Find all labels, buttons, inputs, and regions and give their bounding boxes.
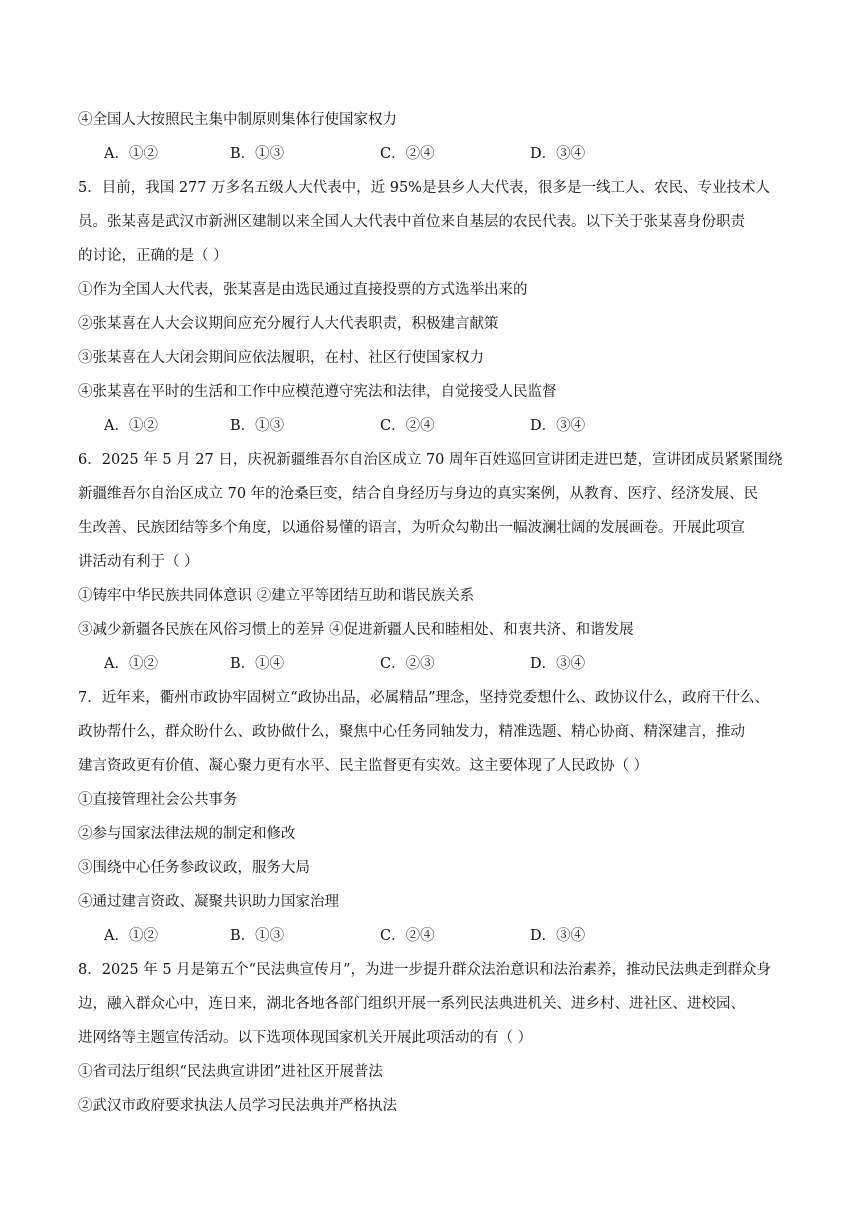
q6-option-d[interactable]: D．③④ xyxy=(530,656,586,672)
q6-stem-line-3: 生改善、民族团结等多个角度，以通俗易懂的语言，为听众勾勒出一幅波澜壮阔的发展画卷。开展此项宣 xyxy=(78,520,745,536)
q4-option-d[interactable]: D．③④ xyxy=(530,146,586,162)
q7-statement-2: ②参与国家法律法规的制定和修改 xyxy=(78,826,296,842)
q6-option-a[interactable]: A．①② xyxy=(104,656,158,672)
q6-stem-line-2: 新疆维吾尔自治区成立 70 年的沧桑巨变，结合自身经历与身边的真实案例，从教育、医疗、经济发展、民 xyxy=(78,486,759,502)
q5-statement-3: ③张某喜在人大闭会期间应依法履职，在村、社区行使国家权力 xyxy=(78,350,484,366)
q7-stem-line-3: 建言资政更有价值、凝心聚力更有水平、民主监督更有实效。这主要体现了人民政协（ ） xyxy=(78,758,649,774)
q5-option-c[interactable]: C．②④ xyxy=(380,418,435,434)
q5-option-a[interactable]: A．①② xyxy=(104,418,158,434)
q5-statement-4: ④张某喜在平时的生活和工作中应模范遵守宪法和法律，自觉接受人民监督 xyxy=(78,384,557,400)
q5-statement-1: ①作为全国人大代表，张某喜是由选民通过直接投票的方式选举出来的 xyxy=(78,282,528,298)
q5-stem-line-2: 员。张某喜是武汉市新洲区建制以来全国人大代表中首位来自基层的农民代表。以下关于张某喜身份职责 xyxy=(78,214,745,230)
q8-stem-line-2: 边，融入群众心中，连日来，湖北各地各部门组织开展一系列民法典进机关、进乡村、进社区、进校园、 xyxy=(78,996,745,1012)
q5-statement-2: ②张某喜在人大会议期间应充分履行人大代表职责，积极建言献策 xyxy=(78,316,499,332)
q7-option-d[interactable]: D．③④ xyxy=(530,928,586,944)
q7-stem-line-2: 政协帮什么，群众盼什么、政协做什么，聚焦中心任务同轴发力，精准选题、精心协商、精深建言，推动 xyxy=(78,724,745,740)
q7-option-a[interactable]: A．①② xyxy=(104,928,158,944)
q4-statement-4: ④全国人大按照民主集中制原则集体行使国家权力 xyxy=(78,112,397,128)
q4-option-c[interactable]: C．②④ xyxy=(380,146,435,162)
q8-statement-2: ②武汉市政府要求执法人员学习民法典并严格执法 xyxy=(78,1098,397,1114)
q7-statement-4: ④通过建言资政、凝聚共识助力国家治理 xyxy=(78,894,339,910)
q6-statements-row-1: ①铸牢中华民族共同体意识 ②建立平等团结互助和谐民族关系 xyxy=(78,588,475,604)
q4-option-a[interactable]: A．①② xyxy=(104,146,158,162)
q8-statement-1: ①省司法厅组织“民法典宣讲团”进社区开展普法 xyxy=(78,1064,383,1080)
q6-statements-row-2: ③减少新疆各民族在风俗习惯上的差异 ④促进新疆人民和睦相处、和衷共济、和谐发展 xyxy=(78,622,634,638)
q8-stem-line-3: 进网络等主题宣传活动。以下选项体现国家机关开展此项活动的有（ ） xyxy=(78,1030,533,1046)
q7-statement-1: ①直接管理社会公共事务 xyxy=(78,792,238,808)
q7-option-c[interactable]: C．②④ xyxy=(380,928,435,944)
q5-option-b[interactable]: B．①③ xyxy=(230,418,285,434)
q4-option-b[interactable]: B．①③ xyxy=(230,146,285,162)
q7-stem-line-1: 7．近年来，衢州市政协牢固树立“政协出品，必属精品”理念，坚持党委想什么、政协议什么，政府干什么、 xyxy=(78,690,770,706)
q7-statement-3: ③围绕中心任务参政议政，服务大局 xyxy=(78,860,310,876)
q6-stem-line-1: 6．2025 年 5 月 27 日，庆祝新疆维吾尔自治区成立 70 周年百姓巡回宣讲团走进巴楚，宣讲团成员紧紧围绕 xyxy=(78,452,783,468)
q5-option-d[interactable]: D．③④ xyxy=(530,418,586,434)
q6-stem-line-4: 讲活动有利于（ ） xyxy=(78,554,199,570)
q6-option-c[interactable]: C．②③ xyxy=(380,656,435,672)
q8-stem-line-1: 8．2025 年 5 月是第五个“民法典宣传月”，为进一步提升群众法治意识和法治素养，推动民法典走到群众身 xyxy=(78,962,772,978)
q5-stem-line-1: 5．目前，我国 277 万多名五级人大代表中，近 95%是县乡人大代表，很多是一线工人、农民、专业技术人 xyxy=(78,180,770,196)
q5-stem-line-3: 的讨论，正确的是（ ） xyxy=(78,248,228,264)
q7-option-b[interactable]: B．①③ xyxy=(230,928,285,944)
q6-option-b[interactable]: B．①④ xyxy=(230,656,285,672)
